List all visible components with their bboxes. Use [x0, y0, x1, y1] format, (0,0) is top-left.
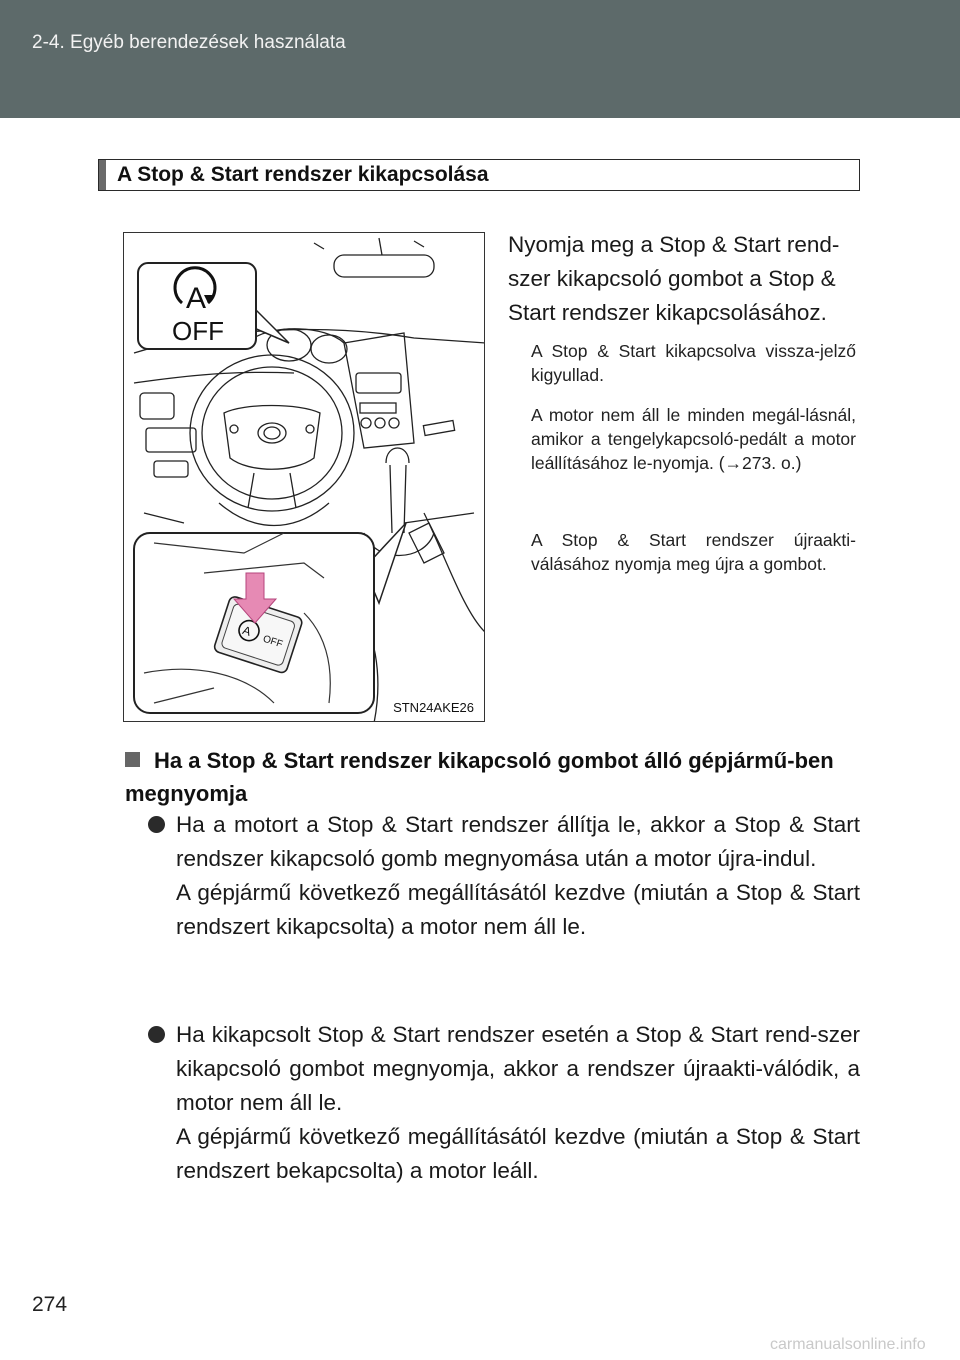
bullet-item: [148, 808, 860, 944]
figure-code: STN24AKE26: [393, 700, 474, 715]
bullet-paragraph: A gépjármű következő megállításától kezdve (miután a Stop & Start rendszert kikapcsolta) a motor nem áll le.: [176, 880, 860, 939]
section-title: A Stop & Start rendszer kikapcsolása: [117, 163, 489, 186]
page-number: 274: [32, 1293, 68, 1316]
note-indicator: A Stop & Start kikapcsolva vissza-jelző kigyullad.: [531, 341, 856, 385]
callout-off-label: OFF: [172, 316, 224, 346]
breadcrumb: 2-4. Egyéb berendezések használata: [32, 32, 346, 53]
subsection-title: Ha a Stop & Start rendszer kikapcsoló gombot álló gépjármű-ben megnyomja: [125, 748, 834, 806]
dashboard-drawing: [124, 233, 485, 722]
button-a-symbol: A: [240, 623, 253, 639]
instruction-text: Nyomja meg a Stop & Start rend-szer kikapcsoló gombot a Stop & Start rendszer kikapcsolásához.: [508, 232, 840, 325]
note-clutch: A motor nem áll le minden megál-lásnál, amikor a tengelykapcsoló-pedált a motor leállításához le-nyomja. (→273. o.): [531, 405, 856, 473]
dashboard-illustration: [123, 232, 485, 722]
watermark: carmanualsonline.info: [770, 1336, 926, 1353]
square-bullet-icon: [125, 752, 140, 767]
bullet-dot-icon: [148, 816, 165, 833]
callout-a-symbol: A: [186, 282, 207, 315]
bullet-paragraph: A gépjármű következő megállításától kezdve (miután a Stop & Start rendszert bekapcsolta) a motor leáll.: [176, 1124, 860, 1183]
bullet-dot-icon: [148, 1026, 165, 1043]
note-reactivate: A Stop & Start rendszer újraakti-válásához nyomja meg újra a gombot.: [531, 530, 856, 574]
bullet-paragraph: Ha a motort a Stop & Start rendszer állítja le, akkor a Stop & Start rendszer kikapcsoló gomb megnyomása után a motor újra-indul.: [176, 812, 860, 871]
bullet-paragraph: Ha kikapcsolt Stop & Start rendszer esetén a Stop & Start rend-szer kikapcsoló gombot megnyomja, akkor a rendszer újraakti-válódik, a motor nem áll le.: [176, 1022, 860, 1115]
subsection-heading: [125, 744, 860, 810]
page-header: [0, 0, 960, 118]
section-title-box: [98, 159, 860, 191]
section-title-bar: [99, 160, 106, 190]
bullet-item: [148, 1018, 860, 1188]
button-off-label: OFF: [261, 633, 284, 651]
